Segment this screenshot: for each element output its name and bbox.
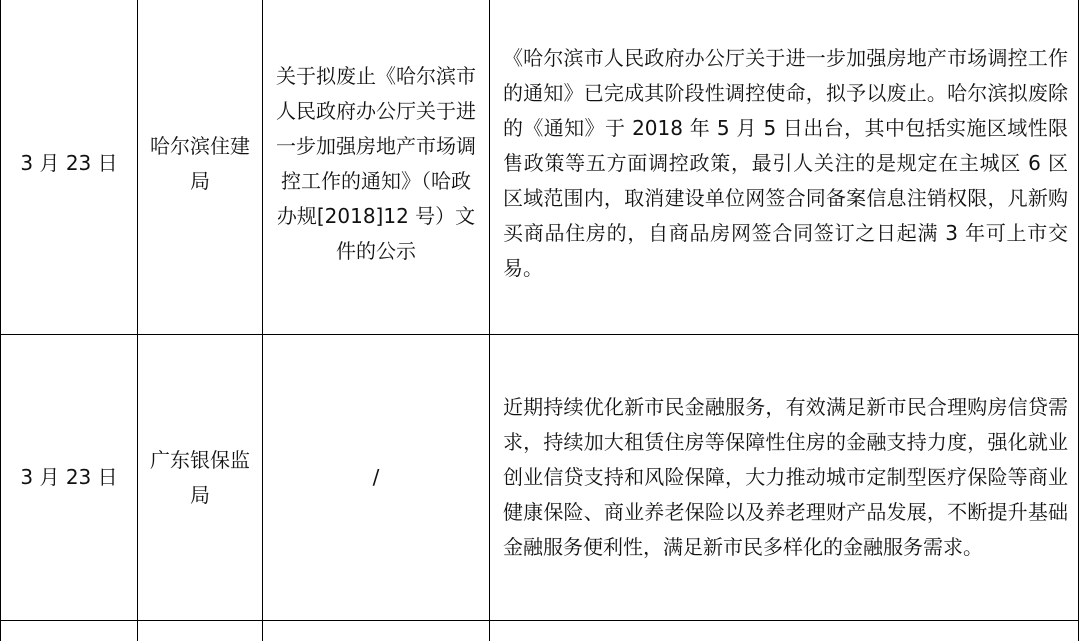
date-cell: 3 月 23 日 [1,0,138,335]
content-cell: 近期持续优化新市民金融服务，有效满足新市民合理购房信贷需求，持续加大租赁住房等保障性住房的金融支持力度，强化就业创业信贷支持和风险保障，大力推动城市定制型医疗保险等商业健康保险、商业养老保险以及养老理财产品发展，不断提升基础金融服务便利性，满足新市民多样化的金融服务需求。 [490,335,1079,621]
table-row [1,0,1079,335]
agency-cell: 广东银保监局 [138,335,263,621]
agency-cell: 哈尔滨住建局 [138,0,263,335]
date-cell: 3 月 23 日 [1,335,138,621]
document-cell: / [263,335,490,621]
content-cell: 《哈尔滨市人民政府办公厅关于进一步加强房地产市场调控工作的通知》已完成其阶段性调控使命，拟予以废止。哈尔滨拟废除的《通知》于 2018 年 5 月 5 日出台，其中包括实施区域性限售政策等五方面调控政策，最引人关注的是规定在主城区 6 区区域范围内，取消建设单位网签合同备案信息注销权限，凡新购买商品住房的，自商品房网签合同签订之日起满 3 年可上市交易。 [490,0,1079,335]
document-cell: 关于拟废止《哈尔滨市人民政府办公厅关于进一步加强房地产市场调控工作的通知》（哈政办规[2018]12 号）文件的公示 [263,0,490,335]
table-row [1,335,1079,621]
